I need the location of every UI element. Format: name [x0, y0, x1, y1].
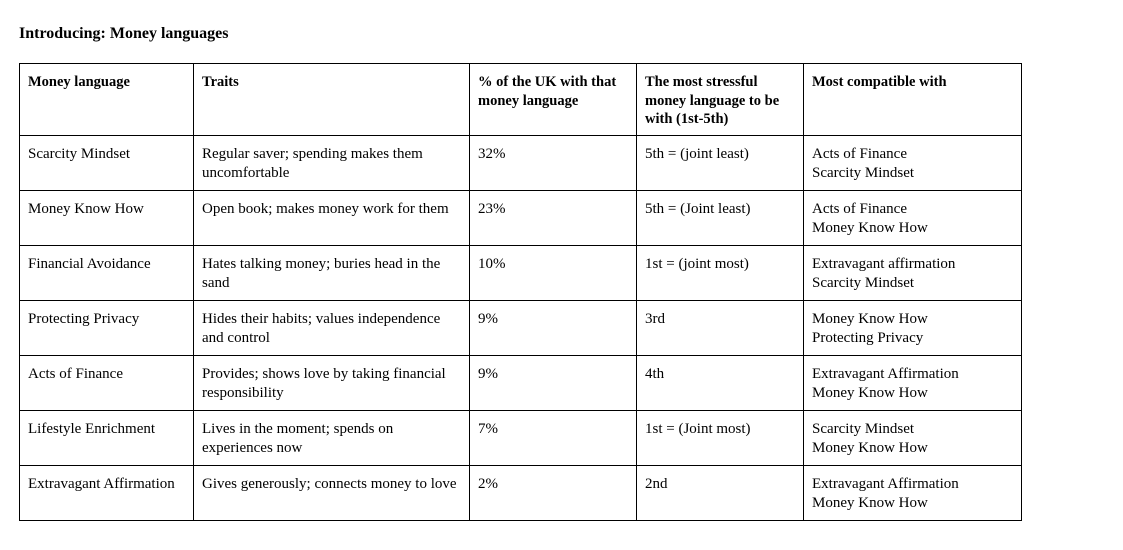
cell-traits: Open book; makes money work for them	[194, 191, 470, 246]
compatible-item: Extravagant Affirmation	[812, 476, 959, 492]
cell-stress: 5th = (joint least)	[637, 136, 804, 191]
table-header	[20, 64, 1022, 136]
page-title: Introducing: Money languages	[19, 25, 229, 42]
cell-language: Money Know How	[20, 191, 194, 246]
header-compatible-with: Most compatible with	[804, 64, 1022, 136]
cell-percent: 32%	[470, 136, 637, 191]
table-body	[20, 136, 1022, 521]
cell-compatible	[804, 136, 1022, 191]
cell-compatible	[804, 411, 1022, 466]
cell-language: Acts of Finance	[20, 356, 194, 411]
cell-percent: 10%	[470, 246, 637, 301]
cell-traits: Regular saver; spending makes them uncomfortable	[194, 136, 470, 191]
cell-language: Extravagant Affirmation	[20, 466, 194, 521]
cell-percent: 23%	[470, 191, 637, 246]
compatible-item: Protecting Privacy	[812, 329, 924, 346]
table-row	[20, 136, 1022, 191]
cell-compatible	[804, 246, 1022, 301]
cell-traits: Gives generously; connects money to love	[194, 466, 470, 521]
cell-traits: Provides; shows love by taking financial responsibility	[194, 356, 470, 411]
cell-stress: 3rd	[637, 301, 804, 356]
table-row	[20, 301, 1022, 356]
cell-compatible	[804, 301, 1022, 356]
compatible-item: Acts of Finance	[812, 201, 907, 217]
cell-compatible	[804, 356, 1022, 411]
compatible-item: Scarcity Mindset	[812, 164, 915, 181]
compatible-item: Money Know How	[812, 439, 928, 456]
compatible-item: Extravagant affirmation	[812, 256, 956, 272]
header-stress-rank: The most stressful money language to be with (1st-5th)	[637, 64, 804, 136]
cell-traits: Hides their habits; values independence and control	[194, 301, 470, 356]
cell-traits: Hates talking money; buries head in the sand	[194, 246, 470, 301]
cell-language: Lifestyle Enrichment	[20, 411, 194, 466]
compatible-item: Money Know How	[812, 311, 928, 327]
cell-compatible	[804, 191, 1022, 246]
cell-stress: 1st = (joint most)	[637, 246, 804, 301]
compatible-item: Scarcity Mindset	[812, 421, 915, 437]
compatible-item: Money Know How	[812, 384, 928, 401]
cell-stress: 5th = (Joint least)	[637, 191, 804, 246]
cell-percent: 9%	[470, 301, 637, 356]
compatible-item: Acts of Finance	[812, 146, 907, 162]
cell-stress: 4th	[637, 356, 804, 411]
cell-stress: 2nd	[637, 466, 804, 521]
table-row	[20, 411, 1022, 466]
header-traits: Traits	[194, 64, 470, 136]
table-row	[20, 191, 1022, 246]
table-row	[20, 466, 1022, 521]
compatible-item: Money Know How	[812, 494, 928, 511]
cell-language: Financial Avoidance	[20, 246, 194, 301]
compatible-item: Scarcity Mindset	[812, 274, 915, 291]
cell-stress: 1st = (Joint most)	[637, 411, 804, 466]
compatible-item: Extravagant Affirmation	[812, 366, 959, 382]
compatible-item: Money Know How	[812, 219, 928, 236]
header-money-language: Money language	[20, 64, 194, 136]
cell-language: Scarcity Mindset	[20, 136, 194, 191]
header-row	[20, 64, 1022, 136]
cell-percent: 2%	[470, 466, 637, 521]
cell-language: Protecting Privacy	[20, 301, 194, 356]
cell-compatible	[804, 466, 1022, 521]
cell-percent: 9%	[470, 356, 637, 411]
table-row	[20, 356, 1022, 411]
cell-percent: 7%	[470, 411, 637, 466]
header-uk-percent: % of the UK with that money language	[470, 64, 637, 136]
money-languages-table	[19, 63, 1022, 521]
table-row	[20, 246, 1022, 301]
cell-traits: Lives in the moment; spends on experiences now	[194, 411, 470, 466]
